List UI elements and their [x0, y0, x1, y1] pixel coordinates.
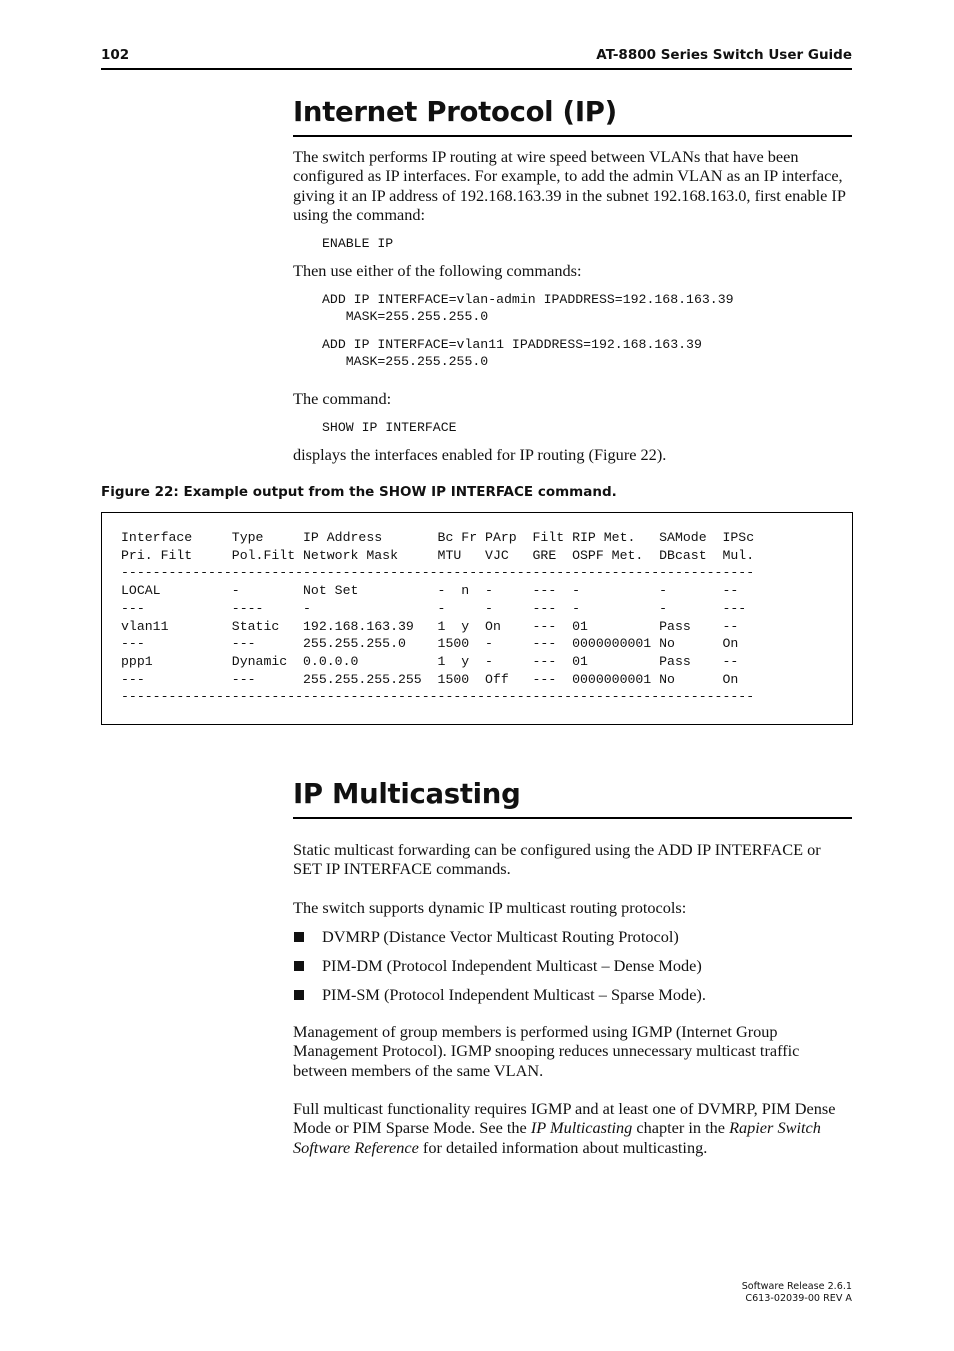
command-add-vlan11-line2: MASK=255.255.255.0	[322, 354, 489, 369]
software-reference-title: Rapier Switch Software Reference	[293, 1118, 821, 1157]
command-show-ip-interface: SHOW IP INTERFACE	[322, 420, 457, 435]
header-rule	[101, 68, 852, 70]
running-header-title: AT-8800 Series Switch User Guide	[596, 47, 852, 63]
section-heading-ip: Internet Protocol (IP)	[293, 96, 617, 128]
page-number: 102	[101, 47, 130, 63]
command-add-vlan-admin-line1: ADD IP INTERFACE=vlan-admin IPADDRESS=192.168.163.39	[322, 292, 734, 307]
full-multicast-text-b: chapter in the	[632, 1118, 730, 1138]
bullet-square-icon	[294, 990, 304, 1000]
intro-paragraph: The switch performs IP routing at wire speed between VLANs that have been configured as IP interfaces. For example, to add the admin VLAN as an IP interface, giving it an IP address of 192.168.163.39 in the subnet 192.168.163.0, first enable IP using the command:	[293, 147, 846, 225]
section-heading-rule	[293, 135, 852, 137]
the-command-paragraph: The command:	[293, 389, 392, 408]
ip-multicasting-chapter-ref: IP Multicasting	[530, 1118, 633, 1138]
igmp-paragraph: Management of group members is performed using IGMP (Internet Group Management Protocol). IGMP snooping reduces unnecessary multicast traffic between members of the same VLAN.	[293, 1022, 800, 1080]
page-footer	[640, 1281, 852, 1304]
show-ip-interface-output: Interface Type IP Address Bc Fr PArp Filt RIP Met. SAMode IPSc Pri. Filt Pol.Filt Network Mask MTU VJC GRE OSPF Met. DBcast Mul. -------------------------------------------------------------------------------- LOCAL - Not Set - n - --- - - -- --- ---- - - - --- - - --- vlan11 Static 192.168.163.39 1 y On --- 01 Pass -- --- --- 255.255.255.0 1500 - --- 0000000001 No On ppp1 Dynamic 0.0.0.0 1 y - --- 01 Pass -- --- --- 255.255.255.255 1500 Off --- 0000000001 No On --------------------------------------------------------------------------------	[121, 530, 755, 705]
footer-release: Software Release 2.6.1	[741, 1281, 852, 1292]
figure-caption: Figure 22: Example output from the SHOW IP INTERFACE command.	[101, 484, 617, 500]
displays-paragraph: displays the interfaces enabled for IP routing (Figure 22).	[293, 445, 667, 464]
dynamic-protocols-paragraph: The switch supports dynamic IP multicast routing protocols:	[293, 898, 687, 917]
command-add-vlan-admin-line2: MASK=255.255.255.0	[322, 309, 489, 324]
list-item-text: PIM-DM (Protocol Independent Multicast – Dense Mode)	[322, 956, 702, 975]
section-heading-rule	[293, 817, 852, 819]
then-use-paragraph: Then use either of the following commands:	[293, 261, 582, 280]
full-multicast-text-c: for detailed information about multicasting.	[418, 1137, 708, 1157]
command-add-vlan11-line1: ADD IP INTERFACE=vlan11 IPADDRESS=192.168.163.39	[322, 337, 702, 352]
bullet-square-icon	[294, 961, 304, 971]
full-multicast-text-a: Full multicast functionality requires IGMP and at least one of DVMRP, PIM Dense Mode or PIM Sparse Mode. See the	[293, 1099, 836, 1138]
list-item-text: DVMRP (Distance Vector Multicast Routing Protocol)	[322, 927, 679, 946]
full-multicast-paragraph	[293, 1099, 853, 1157]
footer-doc-id: C613-02039-00 REV A	[745, 1292, 852, 1304]
static-multicast-paragraph: Static multicast forwarding can be configured using the ADD IP INTERFACE or SET IP INTERFACE commands.	[293, 840, 821, 879]
command-enable-ip: ENABLE IP	[322, 236, 394, 251]
list-item-text: PIM-SM (Protocol Independent Multicast – Sparse Mode).	[322, 985, 706, 1004]
bullet-square-icon	[294, 932, 304, 942]
figure-output-box	[101, 512, 853, 725]
section-heading-ip-multicasting: IP Multicasting	[293, 778, 521, 810]
